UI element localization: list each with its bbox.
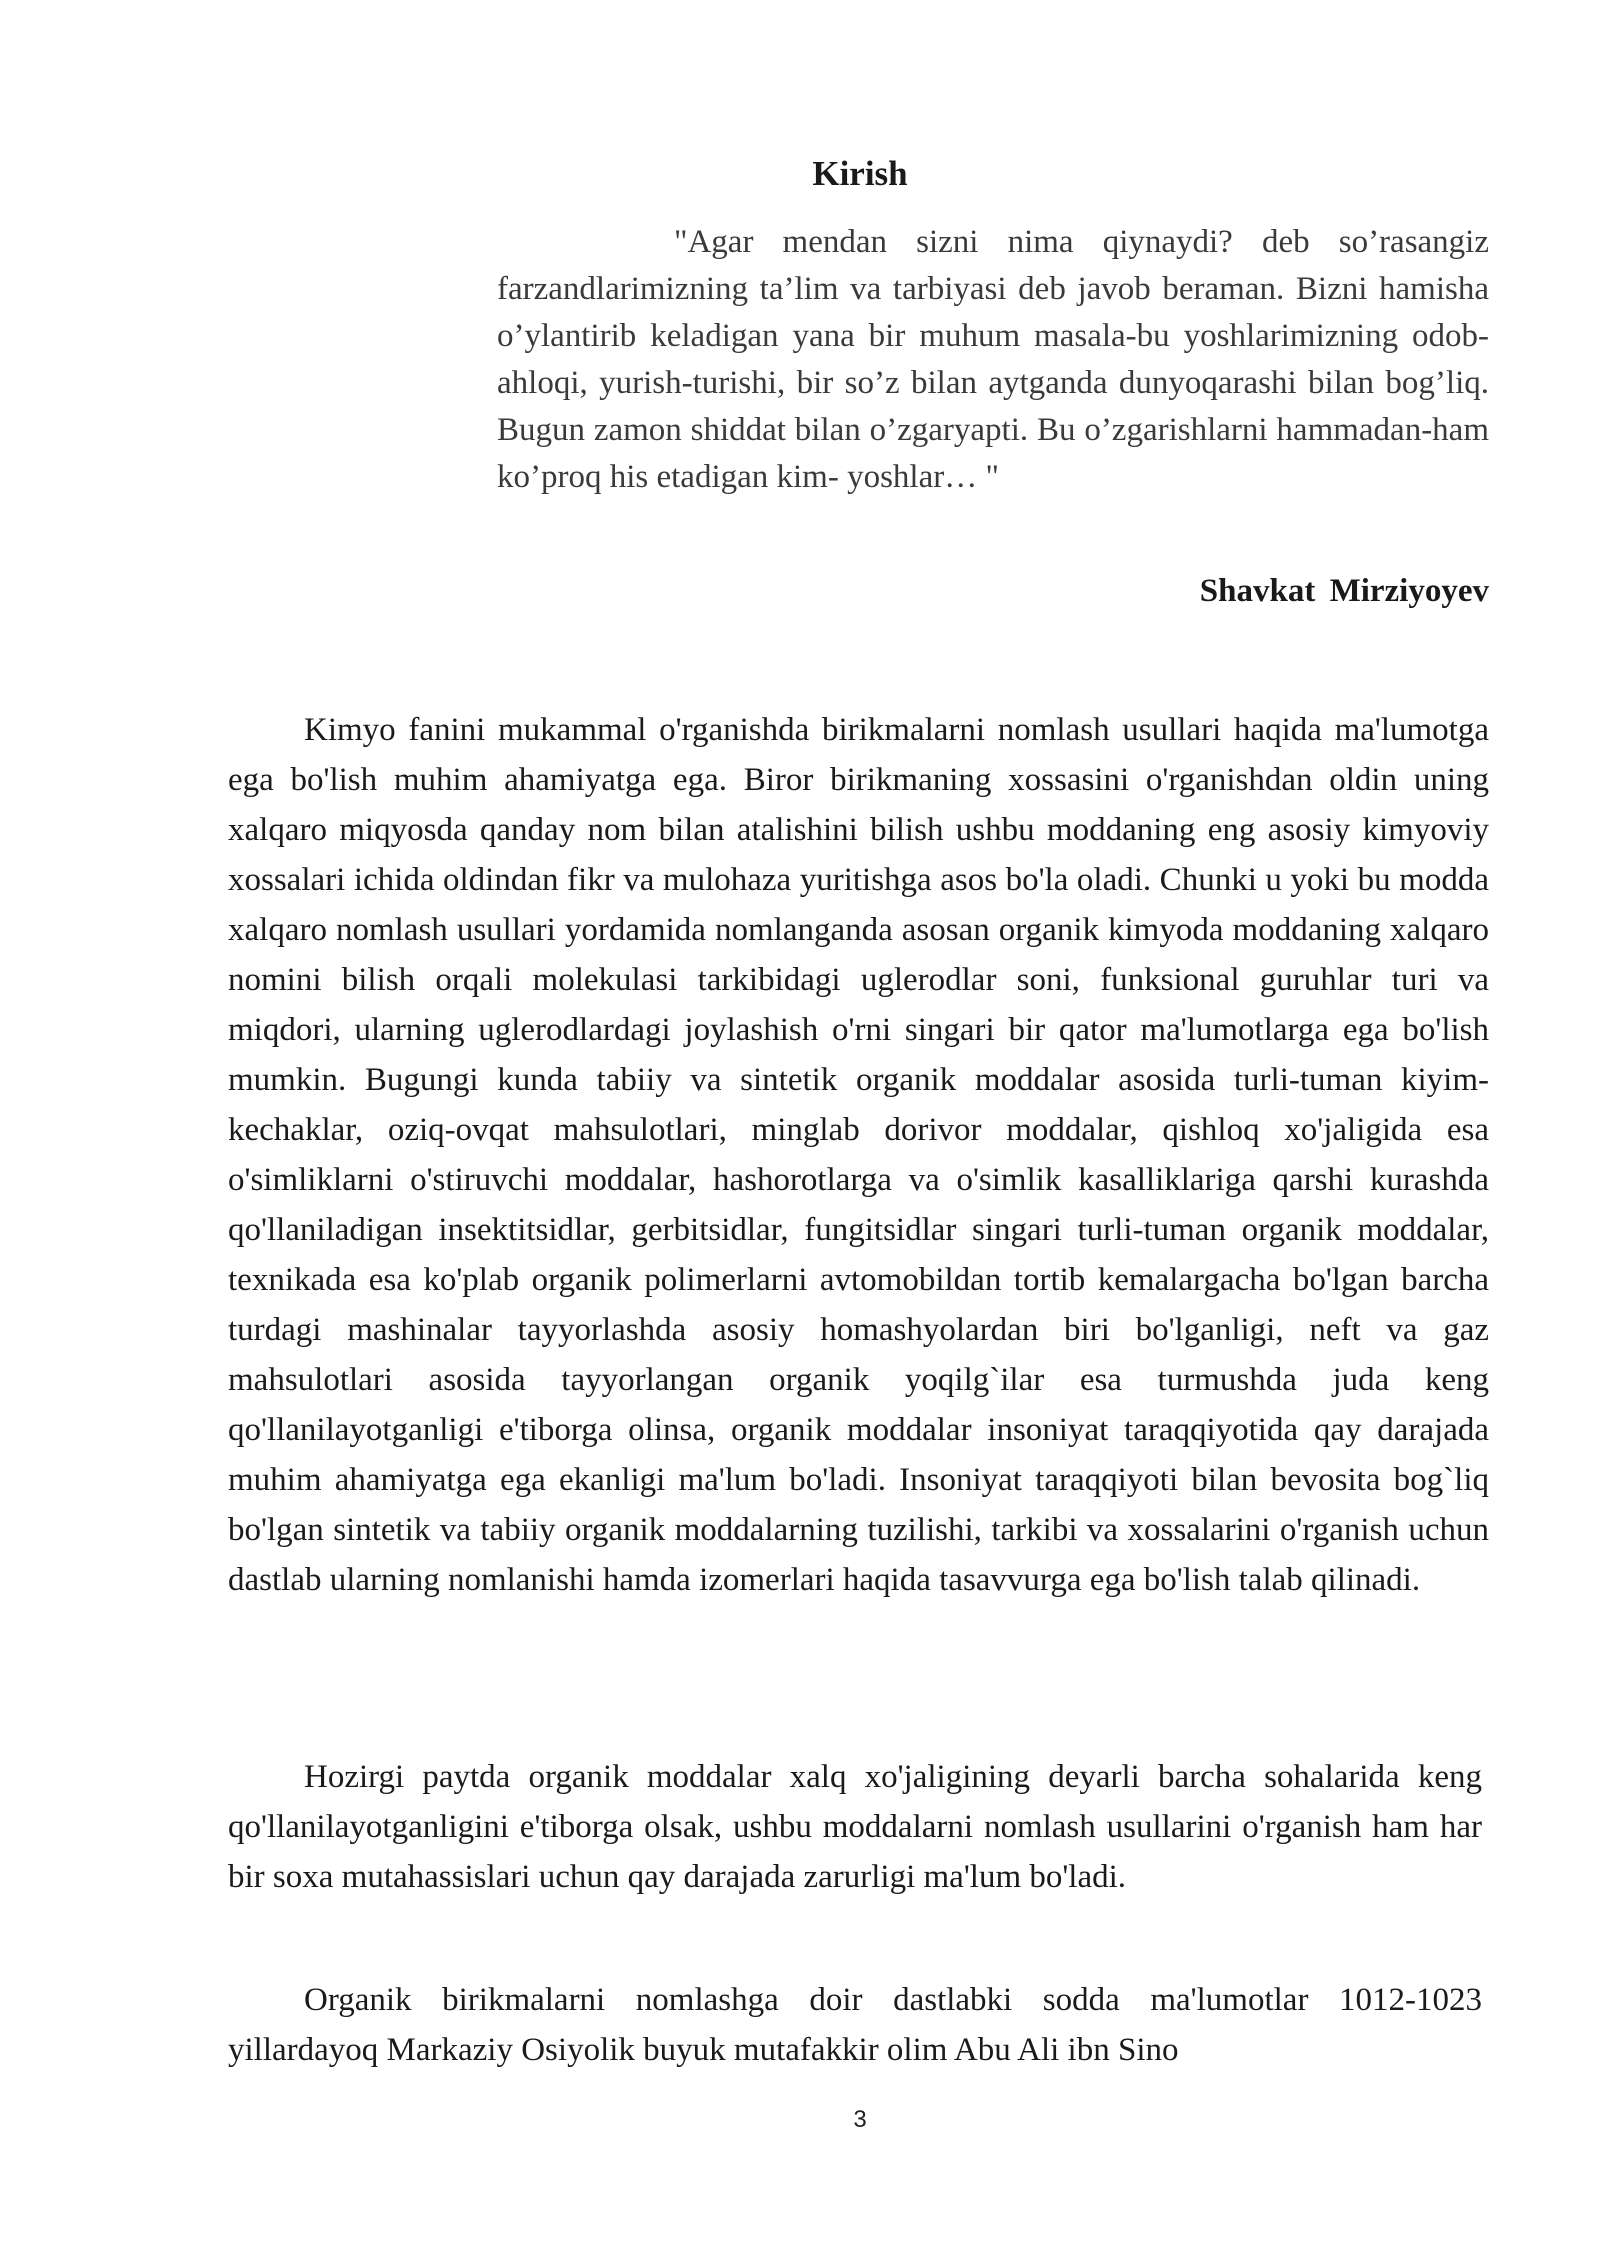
page-number: 3 — [853, 2106, 867, 2133]
body-paragraph-3: Organik birikmalarni nomlashga doir dastlabki sodda ma'lumotlar 1012-1023 yillardayoq Markaziy Osiyolik buyuk mutafakkir olim Abu Ali ibn Sino — [228, 1982, 1482, 2068]
epigraph-author: Shavkat Mirziyoyev — [1199, 573, 1489, 609]
body-paragraph-2: Hozirgi paytda organik moddalar xalq xo'jaligining deyarli barcha sohalarida keng qo'llanilayotganligini e'tiborga olsak, ushbu moddalarni nomlash usullarini o'rganish ham har bir soxa mutahassislari uchun qay darajada zarurligi ma'lum bo'ladi. — [228, 1759, 1482, 1895]
section-title: Kirish — [812, 154, 908, 193]
epigraph-quote: "Agar mendan sizni nima qiynaydi? deb so’rasangiz farzandlarimizning ta’lim va tarbiyasi deb javob beraman. Bizni hamisha o’ylantirib keladigan yana bir muhum masala-bu yoshlarimizning odob-ahloqi, yurish-turishi, bir so’z bilan aytganda dunyoqarashi bilan bog’liq. Bugun zamon shiddat bilan o’zgaryapti. Bu o’zgarishlarni hammadan-ham ko’proq his etadigan kim- yoshlar… " — [497, 224, 1489, 495]
body-paragraph-1: Kimyo fanini mukammal o'rganishda birikmalarni nomlash usullari haqida ma'lumotga ega bo'lish muhim ahamiyatga ega. Biror birikmaning xossasini o'rganishdan oldin uning xalqaro miqyosda qanday nom bilan atalishini bilish ushbu moddaning eng asosiy kimyoviy xossalari ichida oldindan fikr va mulohaza yuritishga asos bo'la oladi. Chunki u yoki bu modda xalqaro nomlash usullari yordamida nomlanganda asosan organik kimyoda moddaning xalqaro nomini bilish orqali molekulasi tarkibidagi uglerodlar soni, funksional guruhlar turi va miqdori, ularning uglerodlardagi joylashish o'rni singari bir qator ma'lumotlarga ega bo'lish mumkin. Bugungi kunda tabiiy va sintetik organik moddalar asosida turli-tuman kiyim-kechaklar, oziq-ovqat mahsulotlari, minglab dorivor moddalar, qishloq xo'jaligida esa o'simliklarni o'stiruvchi moddalar, hashorotlarga va o'simlik kasalliklariga qarshi kurashda qo'llaniladigan insektitsidlar, gerbitsidlar, fungitsidlar singari turli-tuman organik moddalar, texnikada esa ko'plab organik polimerlarni avtomobildan tortib kemalargacha bo'lgan barcha turdagi mashinalar tayyorlashda asosiy homashyolardan biri bo'lganligi, neft va gaz mahsulotlari asosida tayyorlangan organik yoqilg`ilar esa turmushda juda keng qo'llanilayotganligi e'tiborga olinsa, organik moddalar insoniyat taraqqiyotida qay darajada muhim ahamiyatga ega ekanligi ma'lum bo'ladi. Insoniyat taraqqiyoti bilan bevosita bog`liq bo'lgan sintetik va tabiiy organik moddalarning tuzilishi, tarkibi va xossalarini o'rganish uchun dastlab ularning nomlanishi hamda izomerlari haqida tasavvurga ega bo'lish talab qilinadi. — [228, 712, 1489, 1598]
